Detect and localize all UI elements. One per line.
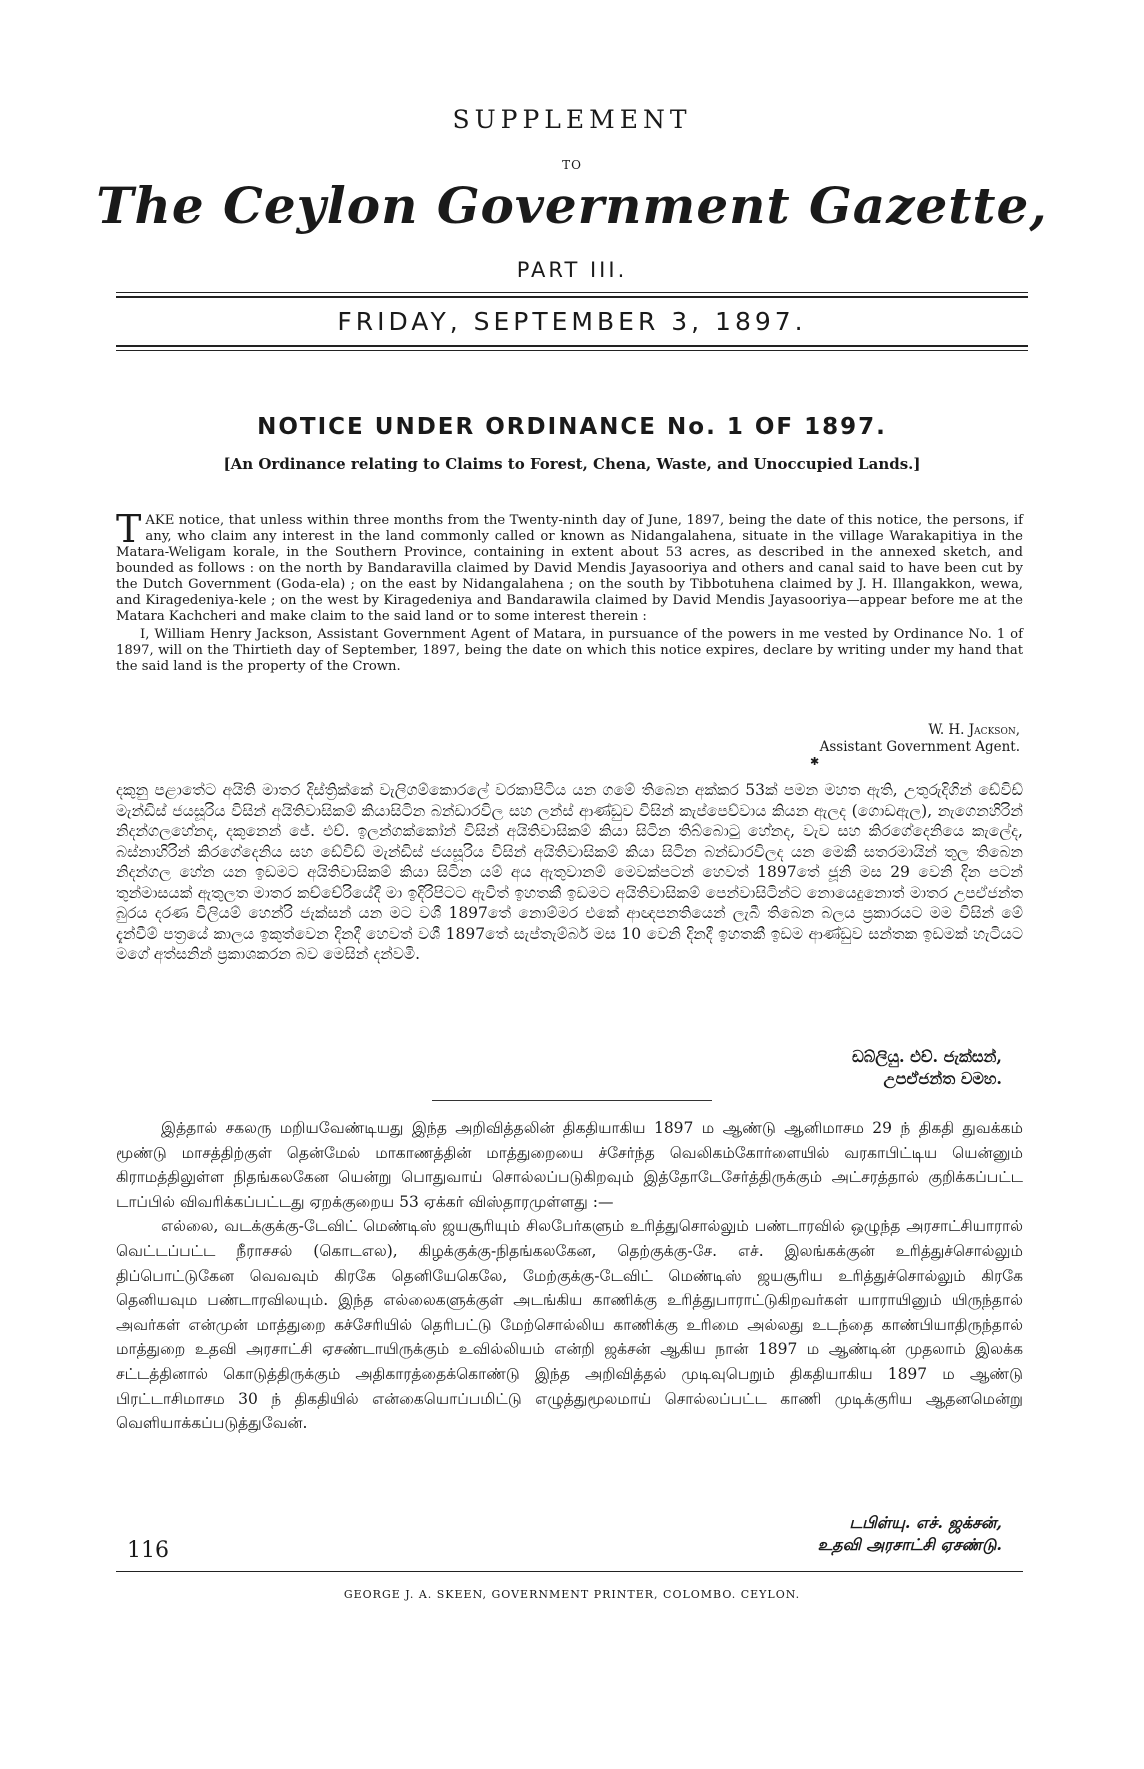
to-label: TO: [562, 158, 582, 172]
section-divider: [432, 1100, 712, 1101]
signature-name: W. H. Jackson,: [928, 722, 1020, 738]
tamil-signature-name: டபிள்யு. எச். ஜக்சன்,: [849, 1513, 1002, 1532]
tamil-notice: [116, 1116, 1023, 1436]
header-rule-bottom-double: [116, 350, 1028, 351]
header-rule-top-double: [116, 296, 1028, 298]
header-rule-bottom: [116, 345, 1028, 347]
printer-imprint: GEORGE J. A. SKEEN, GOVERNMENT PRINTER, COLOMBO. CEYLON.: [343, 1588, 801, 1601]
footer-rule: [116, 1571, 1023, 1572]
english-paragraph-2: I, William Henry Jackson, Assistant Government Agent of Matara, in pursuance of the powers in me vested by Ordinance No. 1 of 1897, will on the Thirtieth day of September, 1897, being the date on which this notice expires, declare by writing under my hand that the said land is the property of the Crown.: [116, 627, 1023, 674]
english-notice: [116, 507, 1023, 675]
ordinance-subtitle: [An Ordinance relating to Claims to Forest, Chena, Waste, and Unoccupied Lands.]: [223, 455, 921, 473]
tamil-signature-title: உதவி அரசாட்சி ஏசண்டு.: [817, 1535, 1002, 1554]
notice-title: NOTICE UNDER ORDINANCE No. 1 OF 1897.: [257, 414, 887, 440]
header-rule-top: [116, 292, 1028, 293]
ornament-icon: ✱: [810, 755, 820, 768]
sinhala-signature: [700, 1046, 1002, 1090]
sinhala-signature-name: ඩබ්ලියු. එච්. ජැක්සන්,: [852, 1047, 1002, 1066]
sinhala-signature-title: උපඒජන්ත වමහ.: [883, 1069, 1002, 1088]
english-signature: [740, 722, 1020, 756]
page-number: 116: [127, 1538, 169, 1563]
supplement-heading: SUPPLEMENT: [452, 105, 692, 134]
english-paragraph-1: [116, 507, 1023, 625]
drop-cap: T: [116, 507, 142, 551]
gazette-masthead: The Ceylon Government Gazette,: [96, 176, 1048, 235]
issue-date: FRIDAY, SEPTEMBER 3, 1897.: [337, 307, 807, 336]
english-paragraph-1-text: AKE notice, that unless within three months from the Twenty-ninth day of June, 1897, being the date of this notice, the persons, if any, who claim any interest in the land commonly called or known as Nidangalahena, situate in the village Warakapitiya in the Matara-Weligam korale, in the Southern Province, containing in extent about 53 acres, as described in the annexed sketch, and bounded as follows : on the north by Bandaravilla claimed by David Mendis Jayasooriya and others and canal said to have been cut by the Dutch Government (Goda-ela) ; on the east by Nidangalahena ; on the south by Tibbotuhena claimed by J. H. Illangakkon, wewa, and Kiragedeniya-kele ; on the west by Kiragedeniya and Bandarawila claimed by David Mendis Jayasooriya—appear before me at the Matara Kachcheri and make claim to the said land or to some interest therein :: [116, 513, 1023, 624]
tamil-paragraph-1: இத்தால் சகலரு மறியவேண்டியது இந்த அறிவித்தலின் திகதியாகிய 1897 ம ஆண்டு ஆனிமாசம 29 ந் திகதி துவக்கம் மூண்டு மாசத்திற்குள் தென்மேல் மாகாணத்தின் மாத்துறையை ச்சேர்ந்த வெலிகம்கோர்ளையில் வரகாபிட்டிய யென்னும் கிராமத்திலுள்ள நிதங்கலகேன யென்று பொதுவாய் சொல்லப்படுகிறவும் இத்தோடேசேர்த்திருக்கும் அட்சரத்தால் குறிக்கப்பட்ட டாப்பில் விவரிக்கப்பட்டது ஏறக்குறைய 53 ஏக்கர் விஸ்தாரமுள்ளது :—: [116, 1119, 1023, 1211]
part-label: PART III.: [516, 258, 628, 282]
signature-title: Assistant Government Agent.: [819, 739, 1020, 755]
sinhala-notice: දකුනු පළාතේට අයිති මාතර දිස්ත්‍රික්කේ වැලිගම්කොරලේ වරකාපිටිය යන ගමේ තිබෙන අක්කර 53ක් පමන මහත ඇති, උතුරුදිගින් ඩේවිඩ් මැන්ඩිස් ජයසූරිය විසින් අයිතිවාසිකම් කියාසිටින බන්ඩාරවිල සහ ලන්ස් ආණ්ඩුව විසින් කැප්පෙව්වාය කියන ඇලද (ගොඩඇල), නැගෙනහිරින් නිදන්ගලහේනද, දකුනෙන් ජේ. එච්. ඉලන්ගක්කෝන් විසින් අයිතිවාසිකම් කියා සිටින තිබ්බොටු හේනද, වැව සහ කිරගේදෙනියෙ කැලේද, බස්නාහිරින් කිරගේදෙනිය සහ ඩේවිඩ් මැන්ඩිස් ජයසූරිය විසින් අයිතිවාසිකම් කියා සිටින බන්ඩාරවිලද යන මෙකී සතරමායින් තුල තිබෙන නිදන්ගල හේන යන ඉඩමට අයිතිවාසිකම් කියා සිටින යම් අය ඇතුවානම් මෙවක්පටන් හෙවත් 1897තේ ජූනි මස 29 වෙනි දින පටන් තුන්මාසයක් ඇතුලත මාතර කච්චේරියේදී මා ඉදිරිපිටට ඇවිත් ඉහතකී ඉඩමට අයිතිවාසිකම් පෙන්වාසිටින්ට නොයෙදුනොත් මාතර උපඒජන්ත බුරය දරණ විලියම් හෙන්රි ජැක්සන් යන මට වශී 1897තේ නොම්මර එකේ ආඥපනතියෙන් ලැබී තිබෙන බලය ප්‍රකාරයට මම විසින් මේ දැන්වීම් පත්‍රයේ කාලය ඉකුත්වෙන දිනදී හෙවත් වශී 1897තේ සැප්තැම්බර් මස 10 වෙනි දිනදී ඉහතකී ඉඩම ආණ්ඩුව සන්තක ඉඩමක් හැටියට මගේ අත්සනින් ප්‍රකාශකරන බව මෙසින් දන්වමි.: [116, 781, 1023, 963]
tamil-signature: [690, 1512, 1002, 1556]
tamil-paragraph-2: எல்லை, வடக்குக்கு-டேவிட் மெண்டிஸ் ஜயசூரியும் சிலபேர்களும் உரித்துசொல்லும் பண்டாரவில் ஒழுந்த அரசாட்சியாரால் வெட்டப்பட்ட நீராசசல் (கொடஎல), கிழக்குக்கு-நிதங்கலகேன, தெற்குக்கு-சே. எச். இலங்கக்குன் உரித்துச்சொல்லும் திப்பொட்டுகேன வெவவும் கிரகே தெனியேகெலே, மேற்குக்கு-டேவிட் மெண்டிஸ் ஜயசூரிய உரித்துச்சொல்லும் கிரகே தெனியவும பண்டாரவிலயும். இந்த எல்லைகளுக்குள் அடங்கிய காணிக்கு உரித்துபாராட்டுகிறவர்கள் யாராயினும் யிருந்தால் அவர்கள் என்முன் மாத்துறை கச்சேரியில் தெரிபட்டு மேற்சொல்லிய காணிக்கு உரிமை அல்லது உடந்தை காண்பியாதிருந்தால் மாத்துறை உதவி அரசாட்சி ஏசண்டாயிருக்கும் உவில்லியம் என்றி ஜக்சன் ஆகிய நான் 1897 ம ஆண்டின் முதலாம் இலக்க சட்டத்தினால் கொடுத்திருக்கும் அதிகாரத்தைக்கொண்டு இந்த அறிவித்தல் முடிவுபெறும் திகதியாகிய 1897 ம ஆண்டு பிரட்டாசிமாசம 30 ந் திகதியில் என்கையொப்பமிட்டு எழுத்துமூலமாய் சொல்லப்பட்ட காணி முடிக்குரிய ஆதனமென்று வெளியாக்கப்படுத்துவேன்.: [116, 1217, 1023, 1433]
